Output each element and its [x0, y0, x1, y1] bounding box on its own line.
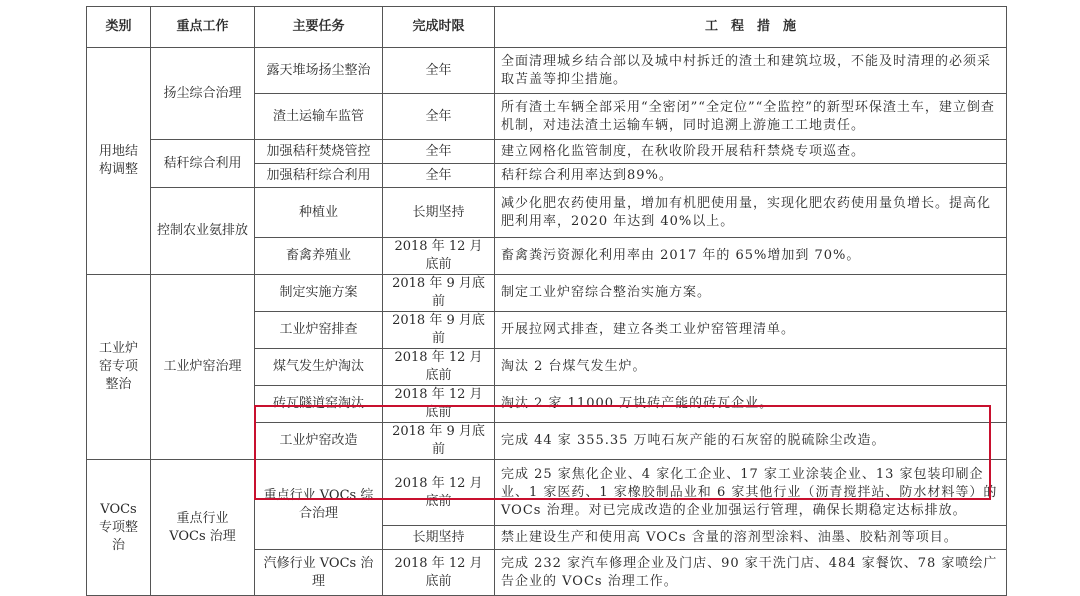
deadline-cell: 全年	[383, 48, 495, 94]
task-cell: 煤气发生炉淘汰	[255, 349, 383, 386]
table-row	[87, 140, 1007, 164]
task-cell: 工业炉窑改造	[255, 423, 383, 460]
task-cell: 加强秸秆综合利用	[255, 164, 383, 188]
key-work-cell: 扬尘综合治理	[151, 48, 255, 140]
measure-cell: 完成 232 家汽车修理企业及门店、90 家干洗门店、484 家餐饮、78 家喷绘广告企业的 VOCs 治理工作。	[495, 550, 1007, 596]
task-cell: 渣土运输车监管	[255, 94, 383, 140]
deadline-cell: 2018 年 12 月底前	[383, 550, 495, 596]
deadline-cell: 2018 年 12 月底前	[383, 460, 495, 526]
measure-cell: 畜禽粪污资源化利用率由 2017 年的 65%增加到 70%。	[495, 238, 1007, 275]
header-key-work: 重点工作	[151, 7, 255, 48]
key-work-cell: 秸秆综合利用	[151, 140, 255, 188]
deadline-cell: 长期坚持	[383, 526, 495, 550]
task-cell: 汽修行业 VOCs 治理	[255, 550, 383, 596]
header-row	[87, 7, 1007, 48]
deadline-cell: 2018 年 12 月底前	[383, 349, 495, 386]
measure-cell: 完成 25 家焦化企业、4 家化工企业、17 家工业涂装企业、13 家包装印刷企业、1 家医药、1 家橡胶制品业和 6 家其他行业（沥青搅拌站、防水材料等）的 VOCs 治理。对已完成改造的企业加强运行管理，确保长期稳定达标排放。	[495, 460, 1007, 526]
measure-cell: 淘汰 2 家 11000 万块砖产能的砖瓦企业。	[495, 386, 1007, 423]
measure-cell: 建立网格化监管制度，在秋收阶段开展秸秆禁烧专项巡查。	[495, 140, 1007, 164]
deadline-cell: 2018 年 12 月底前	[383, 386, 495, 423]
header-measures: 工 程 措 施	[495, 7, 1007, 48]
task-cell: 加强秸秆焚烧管控	[255, 140, 383, 164]
deadline-cell: 全年	[383, 94, 495, 140]
category-cell: VOCs 专项整治	[87, 460, 151, 596]
measure-cell: 禁止建设生产和使用高 VOCs 含量的溶剂型涂料、油墨、胶粘剂等项目。	[495, 526, 1007, 550]
task-cell: 砖瓦隧道窑淘汰	[255, 386, 383, 423]
table-row	[87, 460, 1007, 526]
measures-table	[86, 6, 1007, 596]
category-cell: 工业炉窑专项整治	[87, 275, 151, 460]
category-cell: 用地结构调整	[87, 48, 151, 275]
key-work-cell: 工业炉窑治理	[151, 275, 255, 460]
task-cell: 重点行业 VOCs 综合治理	[255, 460, 383, 550]
header-category: 类别	[87, 7, 151, 48]
key-work-cell: 重点行业 VOCs 治理	[151, 460, 255, 596]
header-main-task: 主要任务	[255, 7, 383, 48]
table-row	[87, 48, 1007, 94]
deadline-cell: 全年	[383, 140, 495, 164]
measure-cell: 全面清理城乡结合部以及城中村拆迁的渣土和建筑垃圾，不能及时清理的必须采取苫盖等抑尘措施。	[495, 48, 1007, 94]
measure-cell: 完成 44 家 355.35 万吨石灰产能的石灰窑的脱硫除尘改造。	[495, 423, 1007, 460]
measure-cell: 减少化肥农药使用量，增加有机肥使用量，实现化肥农药使用量负增长。提高化肥利用率，2020 年达到 40%以上。	[495, 188, 1007, 238]
key-work-cell: 控制农业氨排放	[151, 188, 255, 275]
measure-cell: 所有渣土车辆全部采用“全密闭”“全定位”“全监控”的新型环保渣土车，建立倒查机制，对违法渣土运输车辆，同时追溯上游施工工地责任。	[495, 94, 1007, 140]
deadline-cell: 2018 年 9 月底前	[383, 423, 495, 460]
task-cell: 制定实施方案	[255, 275, 383, 312]
deadline-cell: 长期坚持	[383, 188, 495, 238]
table-row	[87, 275, 1007, 312]
task-cell: 露天堆场扬尘整治	[255, 48, 383, 94]
task-cell: 种植业	[255, 188, 383, 238]
measure-cell: 淘汰 2 台煤气发生炉。	[495, 349, 1007, 386]
task-cell: 畜禽养殖业	[255, 238, 383, 275]
measure-cell: 制定工业炉窑综合整治实施方案。	[495, 275, 1007, 312]
deadline-cell: 2018 年 9 月底前	[383, 275, 495, 312]
deadline-cell: 2018 年 9 月底前	[383, 312, 495, 349]
task-cell: 工业炉窑排查	[255, 312, 383, 349]
measure-cell: 秸秆综合利用率达到89%。	[495, 164, 1007, 188]
deadline-cell: 全年	[383, 164, 495, 188]
deadline-cell: 2018 年 12 月底前	[383, 238, 495, 275]
measure-cell: 开展拉网式排查，建立各类工业炉窑管理清单。	[495, 312, 1007, 349]
table-row	[87, 188, 1007, 238]
header-deadline: 完成时限	[383, 7, 495, 48]
